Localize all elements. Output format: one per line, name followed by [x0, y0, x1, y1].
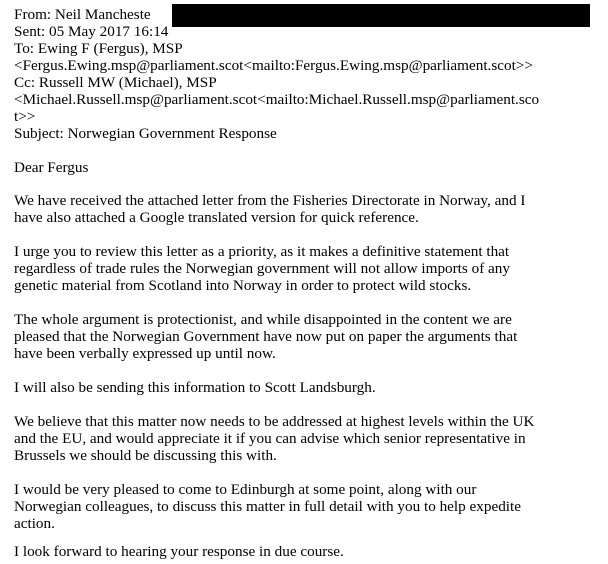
to-line: To: Ewing F (Fergus), MSP: [14, 40, 183, 57]
from-line: From: Neil Mancheste: [14, 6, 151, 23]
paragraph-5-line-1: We believe that this matter now needs to be addressed at highest levels within the UK: [14, 413, 535, 430]
subject-line: Subject: Norwegian Government Response: [14, 125, 277, 142]
cc-address-line: <Michael.Russell.msp@parliament.scot<mailto:Michael.Russell.msp@parliament.sco: [14, 91, 540, 108]
redaction-bar: [172, 4, 590, 27]
paragraph-6-line-1: I would be very pleased to come to Edinburgh at some point, along with our: [14, 481, 477, 498]
paragraph-3-line-2: pleased that the Norwegian Government have now put on paper the arguments that: [14, 328, 518, 345]
paragraph-2-line-1: I urge you to review this letter as a priority, as it makes a definitive statement that: [14, 243, 510, 260]
paragraph-5-line-2: and the EU, and would appreciate it if you can advise which senior representative in: [14, 430, 526, 447]
cc-address-continuation: t>>: [14, 108, 36, 125]
to-address-line: <Fergus.Ewing.msp@parliament.scot<mailto:Fergus.Ewing.msp@parliament.scot>>: [14, 57, 533, 74]
cc-line: Cc: Russell MW (Michael), MSP: [14, 74, 217, 91]
paragraph-2-line-2: regardless of trade rules the Norwegian government will not allow imports of any: [14, 260, 510, 277]
paragraph-1-line-2: have also attached a Google translated version for quick reference.: [14, 209, 419, 226]
paragraph-6-line-2: Norwegian colleagues, to discuss this matter in full detail with you to help expedite: [14, 498, 521, 515]
paragraph-7-line-1: I look forward to hearing your response in due course.: [14, 543, 344, 560]
salutation: Dear Fergus: [14, 159, 89, 176]
paragraph-3-line-3: have been verbally expressed up until now.: [14, 345, 276, 362]
paragraph-6-line-3: action.: [14, 515, 55, 532]
paragraph-1-line-1: We have received the attached letter from the Fisheries Directorate in Norway, and I: [14, 192, 526, 209]
paragraph-3-line-1: The whole argument is protectionist, and while disappointed in the content we are: [14, 311, 512, 328]
paragraph-4-line-1: I will also be sending this information to Scott Landsburgh.: [14, 379, 376, 396]
sent-line: Sent: 05 May 2017 16:14: [14, 23, 169, 40]
paragraph-5-line-3: Brussels we should be discussing this with.: [14, 447, 277, 464]
paragraph-2-line-3: genetic material from Scotland into Norway in order to protect wild stocks.: [14, 277, 472, 294]
